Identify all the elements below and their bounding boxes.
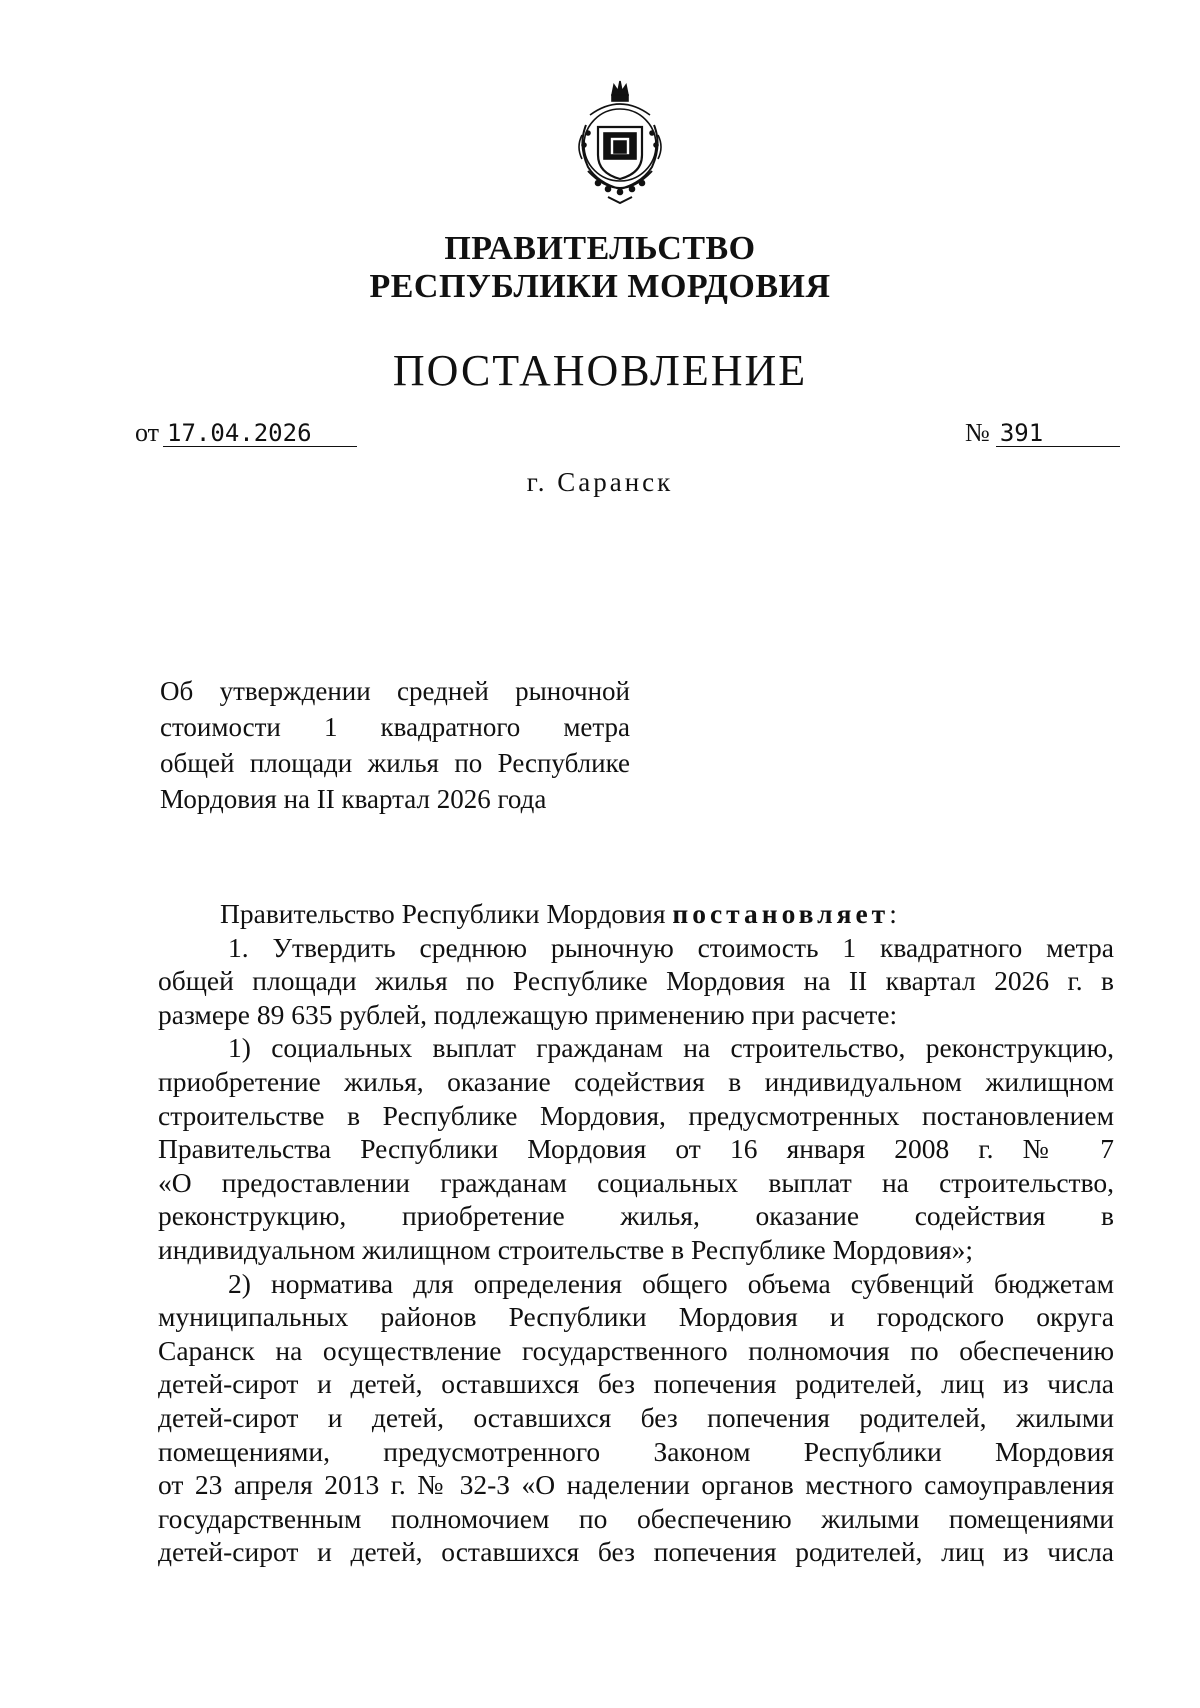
body-line: 2) норматива для определения общего объема субвенций бюджетам [228,1267,1114,1299]
intro-prefix: Правительство Республики Мордовия [220,898,666,929]
intro-line [158,897,1114,931]
date-field [135,417,357,449]
body-line: 1) социальных выплат гражданам на строительство, реконструкцию, [228,1032,1114,1064]
intro-verb: постановляет [672,898,890,929]
number-prefix: № [965,418,990,447]
title-line: Мордовия на II квартал 2026 года [160,784,547,814]
body-line: общей площади жилья по Республике Мордовия на II квартал 2026 г. в [158,965,1114,997]
date-value: 17.04.2026 [163,420,357,447]
document-title [160,673,630,817]
number-field [965,417,1120,449]
body-line: от 23 апреля 2013 г. № 32-З «О наделении органов местного самоуправления [158,1469,1114,1501]
body-line: детей-сирот и детей, оставшихся без попечения родителей, лиц из числа [158,1536,1114,1568]
body-line: «О предоставлении гражданам социальных выплат на строительство, [158,1166,1114,1198]
body-line: детей-сирот и детей, оставшихся без попечения родителей, лиц из числа [158,1368,1114,1400]
body-line: помещениями, предусмотренного Законом Республики Мордовия [158,1435,1114,1467]
body-line: детей-сирот и детей, оставшихся без попечения родителей, жилыми [158,1401,1114,1433]
city-name: г. Саранск [526,467,674,497]
body-line: строительстве в Республике Мордовия, предусмотренных постановлением [158,1099,1114,1131]
body-line: 1. Утвердить среднюю рыночную стоимость 1 квадратного метра [228,931,1114,963]
body-line: Саранск на осуществление государственного полномочия по обеспечению [158,1334,1114,1366]
body-line: муниципальных районов Республики Мордовия и городского округа [158,1301,1114,1333]
body-line: размере 89 635 рублей, подлежащую применению при расчете: [158,998,898,1030]
date-prefix: от [135,418,160,447]
government-name-line1: ПРАВИТЕЛЬСТВО [444,230,756,267]
government-name-line2: РЕСПУБЛИКИ МОРДОВИЯ [369,268,831,305]
number-value: 391 [996,420,1120,447]
body-line: приобретение жилья, оказание содействия в индивидуальном жилищном [158,1065,1114,1097]
intro-suffix: : [889,898,897,929]
body-line: Правительства Республики Мордовия от 16 января 2008 г. № 7 [158,1133,1114,1165]
title-line: стоимости 1 квадратного метра [160,712,630,742]
document-type: ПОСТАНОВЛЕНИЕ [392,346,808,395]
body-line: индивидуальном жилищном строительстве в Республике Мордовия»; [158,1233,973,1265]
coat-of-arms-emblem-icon [568,75,672,205]
body-line: реконструкцию, приобретение жилья, оказание содействия в [158,1200,1114,1232]
title-line: Об утверждении средней рыночной [160,676,630,706]
document-body [158,897,1114,1569]
title-line: общей площади жилья по Республике [160,748,630,778]
body-line: государственным полномочием по обеспечению жилыми помещениями [158,1502,1114,1534]
